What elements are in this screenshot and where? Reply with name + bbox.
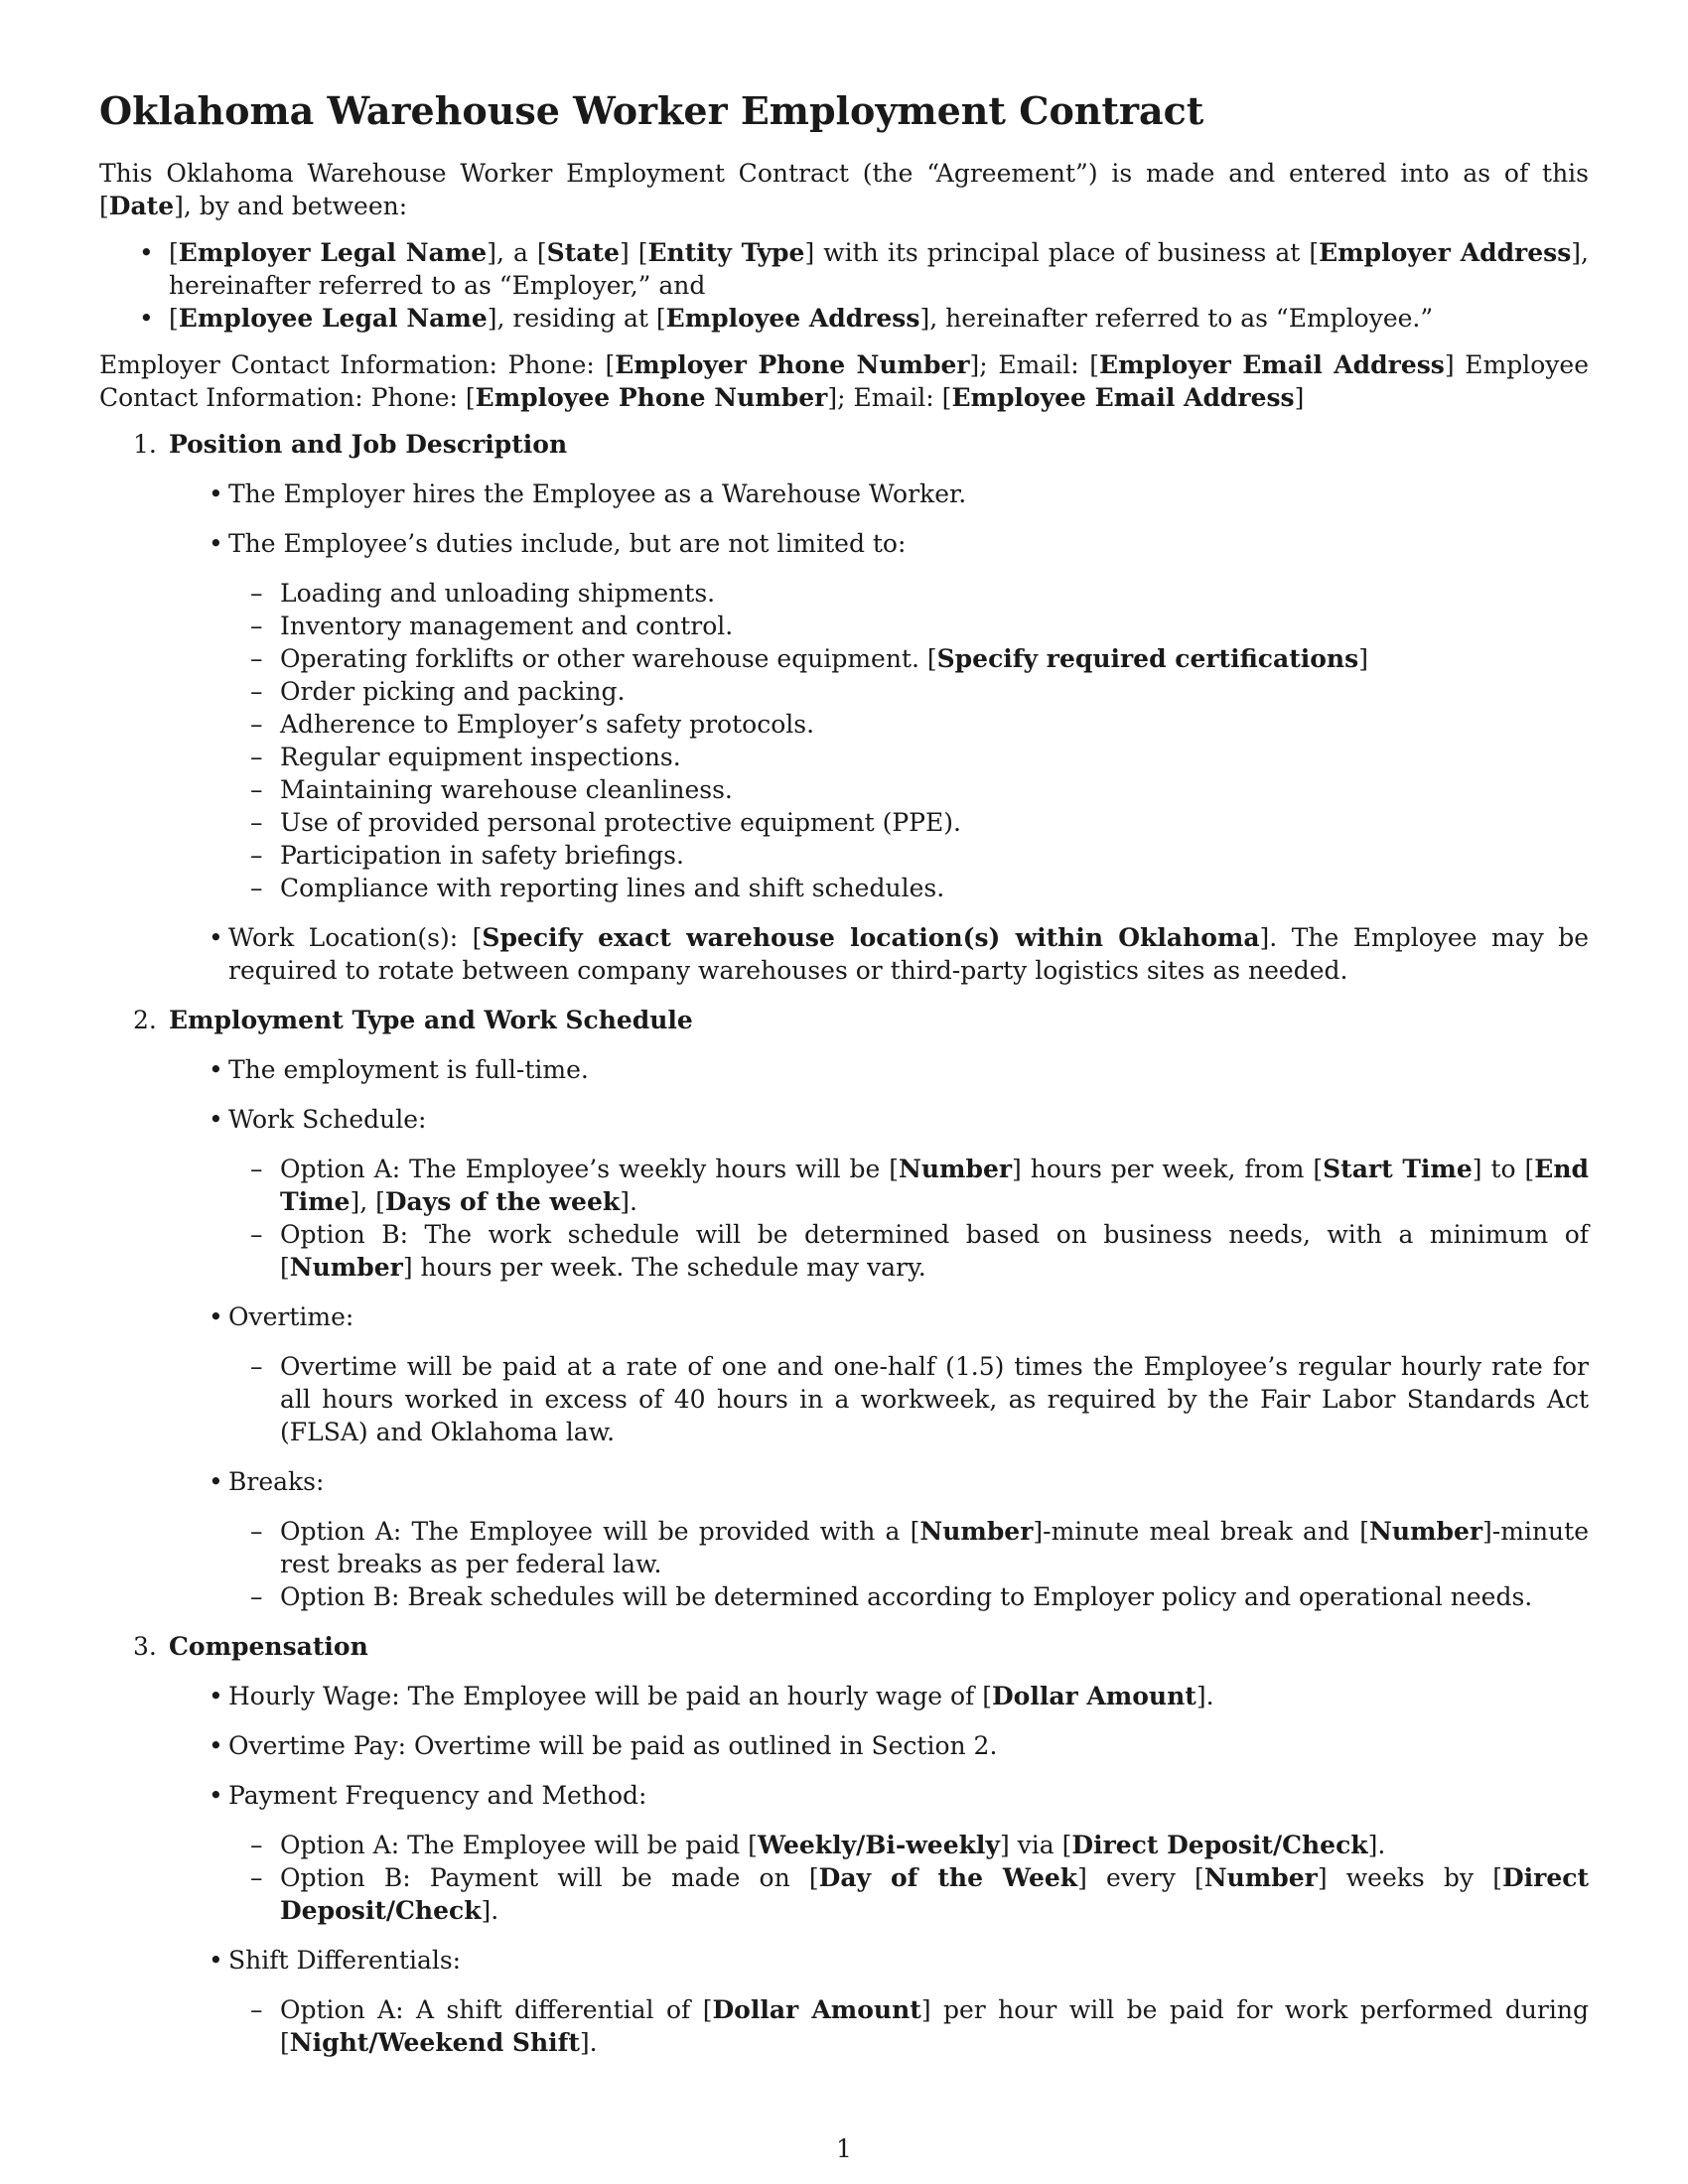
text-run: Inventory management and control. (280, 612, 734, 640)
section-title: Employment Type and Work Schedule (169, 1006, 693, 1034)
sub-list (228, 577, 1589, 904)
sub-list-item (228, 806, 1589, 839)
section-number: 2. (133, 1006, 157, 1034)
bullet-text (228, 1053, 1589, 1086)
sub-list (228, 1515, 1589, 1613)
section-bullet (169, 921, 1589, 987)
bullet-text (228, 1300, 1589, 1333)
text-run: Employer Contact Information: Phone: [ (99, 350, 616, 379)
text-run: Option B: Payment will be made on [ (280, 1863, 819, 1892)
sub-list-item (228, 1993, 1589, 2059)
placeholder-field: Employee Legal Name (178, 304, 488, 333)
section-bullet (169, 1053, 1589, 1086)
text-run: Operating forklifts or other warehouse equipment. [ (280, 644, 937, 673)
placeholder-field: Days of the week (384, 1187, 621, 1216)
bullet-text (228, 478, 1589, 510)
document-page (99, 87, 1589, 2076)
text-run: ]-minute meal break and [ (1033, 1517, 1369, 1546)
placeholder-field: Direct Deposit/Check (1071, 1831, 1368, 1859)
text-run: ] with its principal place of business at [ (804, 238, 1320, 267)
text-run: ] every [ (1077, 1863, 1204, 1892)
sub-list-item (228, 708, 1589, 741)
placeholder-field: Employer Legal Name (178, 238, 488, 267)
text-run: ], hereinafter referred to as “Employer,” and (169, 238, 1589, 300)
text-run: ]. The Employee may be required to rotate between company warehouses or third-party logistics sites as needed. (228, 923, 1589, 985)
text-run: ] to [ (1472, 1155, 1535, 1183)
text-run: ]. (620, 1187, 637, 1216)
section-title: Compensation (169, 1632, 368, 1661)
text-run: Option A: A shift differential of [ (280, 1995, 713, 2024)
sub-list-item (228, 773, 1589, 806)
text-run: Option A: The Employee will be paid [ (280, 1831, 758, 1859)
sub-list-item (228, 1580, 1589, 1613)
text-run: Shift Differentials: (228, 1946, 462, 1975)
bullet-text (228, 1465, 1589, 1498)
text-run: ]. (1367, 1831, 1386, 1859)
text-run: ] via [ (999, 1831, 1072, 1859)
placeholder-field: Number (899, 1155, 1013, 1183)
text-run: Participation in safety briefings. (280, 841, 684, 870)
section-number: 1. (133, 430, 157, 459)
text-run: Overtime will be paid at a rate of one and one-half (1.5) times the Employee’s regular hourly rate for all hours worked in excess of 40 hours in a workweek, as required by the Fair Labor Standards Act (FLSA) and Oklahoma law. (280, 1352, 1589, 1446)
text-run: ], [ (350, 1187, 385, 1216)
sub-list-item (228, 741, 1589, 773)
text-run: ], residing at [ (487, 304, 666, 333)
sub-list-item (228, 1350, 1589, 1448)
text-run: Compliance with reporting lines and shift schedules. (280, 874, 945, 902)
sub-list-item (228, 839, 1589, 872)
placeholder-field: Employee Phone Number (475, 383, 828, 412)
parties-list (99, 236, 1589, 335)
text-run: Overtime Pay: Overtime will be paid as outlined in Section 2. (228, 1731, 998, 1760)
sub-list (228, 1350, 1589, 1448)
text-run: ] (1294, 383, 1305, 412)
text-run: Option A: The Employee will be provided with a [ (280, 1517, 920, 1546)
sub-list-item (228, 577, 1589, 610)
bullet-text (228, 1729, 1589, 1762)
placeholder-field: State (546, 238, 620, 267)
placeholder-field: Night/Weekend Shift (289, 2028, 580, 2057)
text-run: Work Schedule: (228, 1105, 427, 1134)
text-run: Use of provided personal protective equipment (PPE). (280, 808, 961, 837)
text-run: ], hereinafter referred to as “Employee.” (919, 304, 1434, 333)
intro-paragraph (99, 157, 1589, 222)
text-run: ] per hour will be paid for work performed during [ (280, 1995, 1589, 2057)
section-bullet (169, 1729, 1589, 1762)
sub-list-item (228, 675, 1589, 708)
bullet-text (228, 1944, 1589, 1977)
placeholder-field: Number (919, 1517, 1034, 1546)
section-bullet (169, 1465, 1589, 1613)
placeholder-field: Employee Email Address (951, 383, 1295, 412)
placeholder-field: Employer Address (1319, 238, 1572, 267)
placeholder-field: Specify required certifications (936, 644, 1359, 673)
sub-list-item (228, 1218, 1589, 1284)
section-title: Position and Job Description (169, 430, 568, 459)
placeholder-field: End Time (280, 1155, 1589, 1216)
sub-list-item (228, 1515, 1589, 1580)
sub-list-item (228, 642, 1589, 675)
page-number: 1 (836, 2134, 852, 2163)
text-run: Maintaining warehouse cleanliness. (280, 775, 733, 804)
placeholder-field: Number (1203, 1863, 1318, 1892)
text-run: ]; Email: [ (969, 350, 1100, 379)
placeholder-field: Dollar Amount (712, 1995, 921, 2024)
document-title: Oklahoma Warehouse Worker Employment Contract (99, 88, 1204, 133)
contact-information (99, 348, 1589, 414)
contract-sections (99, 428, 1589, 2059)
placeholder-field: Employer Phone Number (615, 350, 970, 379)
party-employee (99, 302, 1589, 335)
text-run: Option B: The work schedule will be determined based on business needs, with a minimum of [ (280, 1220, 1589, 1282)
sub-list-item (228, 1153, 1589, 1218)
text-run: Payment Frequency and Method: (228, 1781, 647, 1810)
text-run: The employment is full-time. (228, 1055, 589, 1084)
section-bullet (169, 478, 1589, 510)
placeholder-field: Direct Deposit/Check (280, 1863, 1589, 1925)
section-bullet (169, 1300, 1589, 1448)
text-run: Work Location(s): [ (228, 923, 483, 952)
bullet-text (228, 527, 1589, 560)
bullet-text (228, 1680, 1589, 1712)
sub-list-item (228, 872, 1589, 904)
bullet-text (228, 1779, 1589, 1812)
sub-list-item (228, 1861, 1589, 1927)
sub-list-item (228, 610, 1589, 642)
placeholder-field: Date (108, 192, 175, 220)
section-2 (99, 1004, 1589, 1613)
text-run: This Oklahoma Warehouse Worker Employment Contract (the “Agreement”) is made and entered into as of this [ (99, 159, 1589, 220)
text-run: ] weeks by [ (1317, 1863, 1502, 1892)
text-run: Overtime: (228, 1302, 354, 1331)
text-run: Option A: The Employee’s weekly hours will be [ (280, 1155, 899, 1183)
section-bullet (169, 1103, 1589, 1284)
text-run: ] [ (619, 238, 648, 267)
text-run: Regular equipment inspections. (280, 743, 681, 771)
section-bullet (169, 1944, 1589, 2059)
section-bullet (169, 1680, 1589, 1712)
bullet-text (228, 921, 1589, 987)
placeholder-field: Dollar Amount (991, 1682, 1196, 1710)
text-run: [ (169, 304, 179, 333)
text-run: Hourly Wage: The Employee will be paid an hourly wage of [ (228, 1682, 992, 1710)
placeholder-field: Day of the Week (818, 1863, 1078, 1892)
text-run: ] hours per week, from [ (1012, 1155, 1324, 1183)
placeholder-field: Employee Address (665, 304, 920, 333)
text-run: ]; Email: [ (827, 383, 952, 412)
party-employer (99, 236, 1589, 302)
sub-list (228, 1829, 1589, 1927)
sub-list (228, 1153, 1589, 1284)
text-run: The Employer hires the Employee as a Warehouse Worker. (228, 479, 967, 508)
text-run: ] Employee Contact Information: Phone: [ (99, 350, 1589, 412)
sub-list-item (228, 1829, 1589, 1861)
placeholder-field: Number (289, 1253, 403, 1282)
placeholder-field: Start Time (1323, 1155, 1473, 1183)
text-run: ], by and between: (174, 192, 408, 220)
section-number: 3. (133, 1632, 157, 1661)
text-run: ]-minute rest breaks as per federal law. (280, 1517, 1589, 1578)
section-bullet (169, 1779, 1589, 1927)
section-bullet (169, 527, 1589, 904)
text-run: The Employee’s duties include, but are not limited to: (228, 529, 907, 558)
text-run: Order picking and packing. (280, 677, 626, 706)
text-run: Adherence to Employer’s safety protocols. (280, 710, 815, 739)
text-run: ] (1358, 644, 1368, 673)
text-run: ]. (481, 1896, 499, 1925)
sub-list (228, 1993, 1589, 2059)
placeholder-field: Specify exact warehouse location(s) within Oklahoma (482, 923, 1260, 952)
text-run: ]. (579, 2028, 598, 2057)
placeholder-field: Number (1369, 1517, 1483, 1546)
text-run: ]. (1196, 1682, 1214, 1710)
text-run: Option B: Break schedules will be determined according to Employer policy and operational needs. (280, 1582, 1533, 1611)
placeholder-field: Weekly/Bi-weekly (757, 1831, 1000, 1859)
text-run: Loading and unloading shipments. (280, 579, 716, 608)
section-3 (99, 1630, 1589, 2059)
text-run: Breaks: (228, 1467, 325, 1496)
placeholder-field: Entity Type (647, 238, 805, 267)
section-1 (99, 428, 1589, 987)
placeholder-field: Employer Email Address (1099, 350, 1445, 379)
text-run: ] hours per week. The schedule may vary. (402, 1253, 926, 1282)
text-run: ], a [ (487, 238, 547, 267)
bullet-text (228, 1103, 1589, 1136)
text-run: [ (169, 238, 179, 267)
